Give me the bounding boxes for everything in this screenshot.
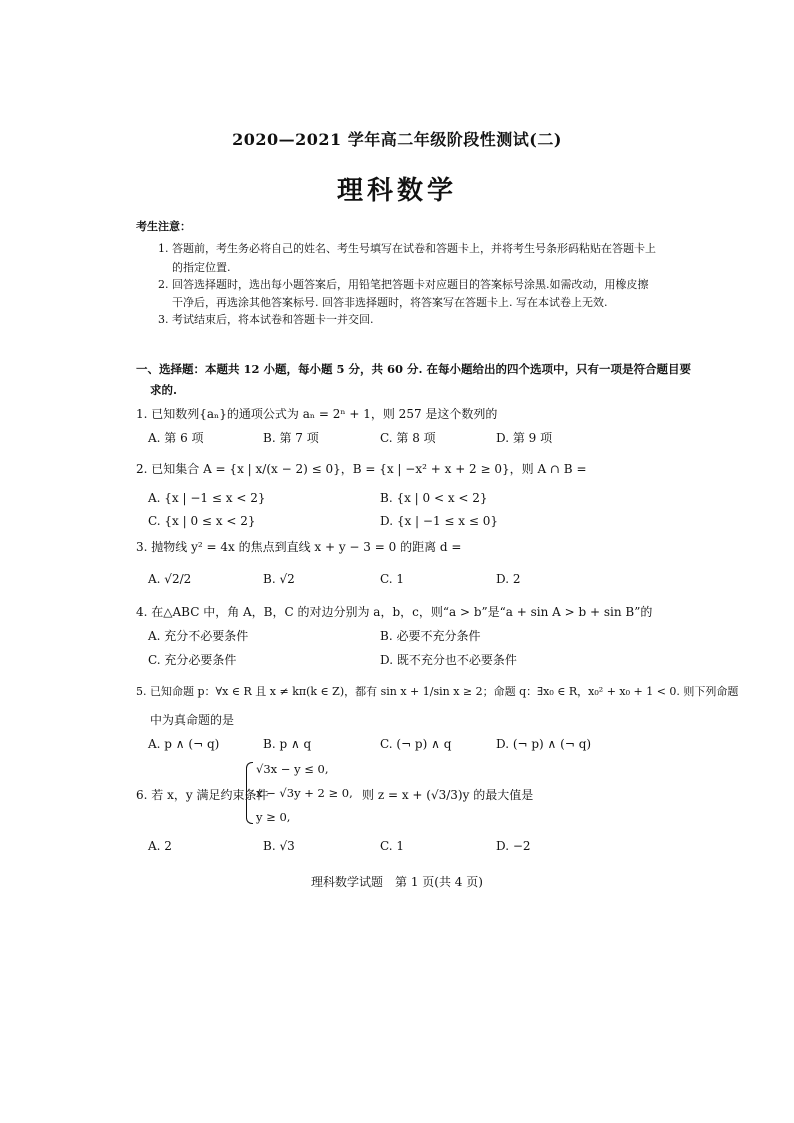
q5-option-a: A. p ∧ (¬ q) xyxy=(148,737,220,751)
notice-item: 的指定位置. xyxy=(172,261,231,274)
constraint-brace xyxy=(246,762,253,824)
q6-option-d: D. −2 xyxy=(496,839,531,853)
subject-title: 理科数学 xyxy=(336,176,457,206)
q6-option-c: C. 1 xyxy=(380,839,405,853)
q2-option-b: B. {x | 0 < x < 2} xyxy=(380,491,488,505)
q1-option-b: B. 第 7 项 xyxy=(263,431,319,445)
question-1-stem: 1. 已知数列{aₙ}的通项公式为 aₙ = 2ⁿ + 1，则 257 是这个数列的 xyxy=(136,407,498,421)
q2-option-a: A. {x | −1 ≤ x < 2} xyxy=(148,491,266,505)
q6-option-a: A. 2 xyxy=(148,839,172,853)
constraint-2: x − √3y + 2 ≥ 0, xyxy=(256,786,353,800)
q6-option-b: B. √3 xyxy=(263,839,295,853)
q4-option-a: A. 充分不必要条件 xyxy=(148,629,249,643)
q3-option-a: A. √2/2 xyxy=(148,572,192,586)
section-heading: 一、选择题：本题共 12 小题，每小题 5 分，共 60 分. 在每小题给出的四个选项中，只有一项是符合题目要 xyxy=(136,362,692,376)
q3-option-d: D. 2 xyxy=(496,572,521,586)
section-heading-cont: 求的. xyxy=(150,383,178,397)
question-6-stem: 6. 若 x，y 满足约束条件 xyxy=(136,788,269,802)
q1-option-a: A. 第 6 项 xyxy=(148,431,204,445)
question-4-stem: 4. 在△ABC 中，角 A，B，C 的对边分别为 a，b，c，则“a > b”是“a + sin A > b + sin B”的 xyxy=(136,605,653,619)
notice-item: 1. 答题前，考生务必将自己的姓名、考生号填写在试卷和答题卡上，并将考生号条形码粘贴在答题卡上 xyxy=(158,242,656,255)
question-2-stem: 2. 已知集合 A = {x | x/(x − 2) ≤ 0}，B = {x | −x² + x + 2 ≥ 0}，则 A ∩ B = xyxy=(136,462,587,476)
q1-option-d: D. 第 9 项 xyxy=(496,431,553,445)
q5-option-c: C. (¬ p) ∧ q xyxy=(380,737,452,751)
q5-option-d: D. (¬ p) ∧ (¬ q) xyxy=(496,737,592,751)
constraint-3: y ≥ 0, xyxy=(256,810,291,824)
page-footer: 理科数学试题 第 1 页(共 4 页) xyxy=(311,875,483,889)
notice-item: 2. 回答选择题时，选出每小题答案后，用铅笔把答题卡对应题目的答案标号涂黑.如需改动，用橡皮擦 xyxy=(158,278,649,291)
q5-option-b: B. p ∧ q xyxy=(263,737,312,751)
question-5-stem: 5. 已知命题 p：∀x ∈ R 且 x ≠ kπ(k ∈ Z)，都有 sin x + 1/sin x ≥ 2；命题 q：∃x₀ ∈ R，x₀² + x₀ + 1 < 0. 则下列命题 xyxy=(136,685,739,698)
notice-item: 3. 考试结束后，将本试卷和答题卡一并交回. xyxy=(158,313,374,326)
q3-option-b: B. √2 xyxy=(263,572,295,586)
question-5-stem-cont: 中为真命题的是 xyxy=(150,713,235,727)
notice-item: 干净后，再选涂其他答案标号. 回答非选择题时，将答案写在答题卡上. 写在本试卷上无效. xyxy=(172,296,608,309)
q1-option-c: C. 第 8 项 xyxy=(380,431,436,445)
question-6-stem-suffix: 则 z = x + (√3/3)y 的最大值是 xyxy=(362,788,534,802)
question-3-stem: 3. 抛物线 y² = 4x 的焦点到直线 x + y − 3 = 0 的距离 d = xyxy=(136,540,462,554)
q2-option-d: D. {x | −1 ≤ x ≤ 0} xyxy=(380,514,498,528)
notice-heading: 考生注意： xyxy=(136,220,191,233)
q4-option-c: C. 充分必要条件 xyxy=(148,653,237,667)
q2-option-c: C. {x | 0 ≤ x < 2} xyxy=(148,514,256,528)
q3-option-c: C. 1 xyxy=(380,572,405,586)
q4-option-d: D. 既不充分也不必要条件 xyxy=(380,653,517,667)
exam-title: 2020—2021 学年高二年级阶段性测试(二) xyxy=(232,130,562,149)
q4-option-b: B. 必要不充分条件 xyxy=(380,629,481,643)
constraint-1: √3x − y ≤ 0, xyxy=(256,762,329,776)
